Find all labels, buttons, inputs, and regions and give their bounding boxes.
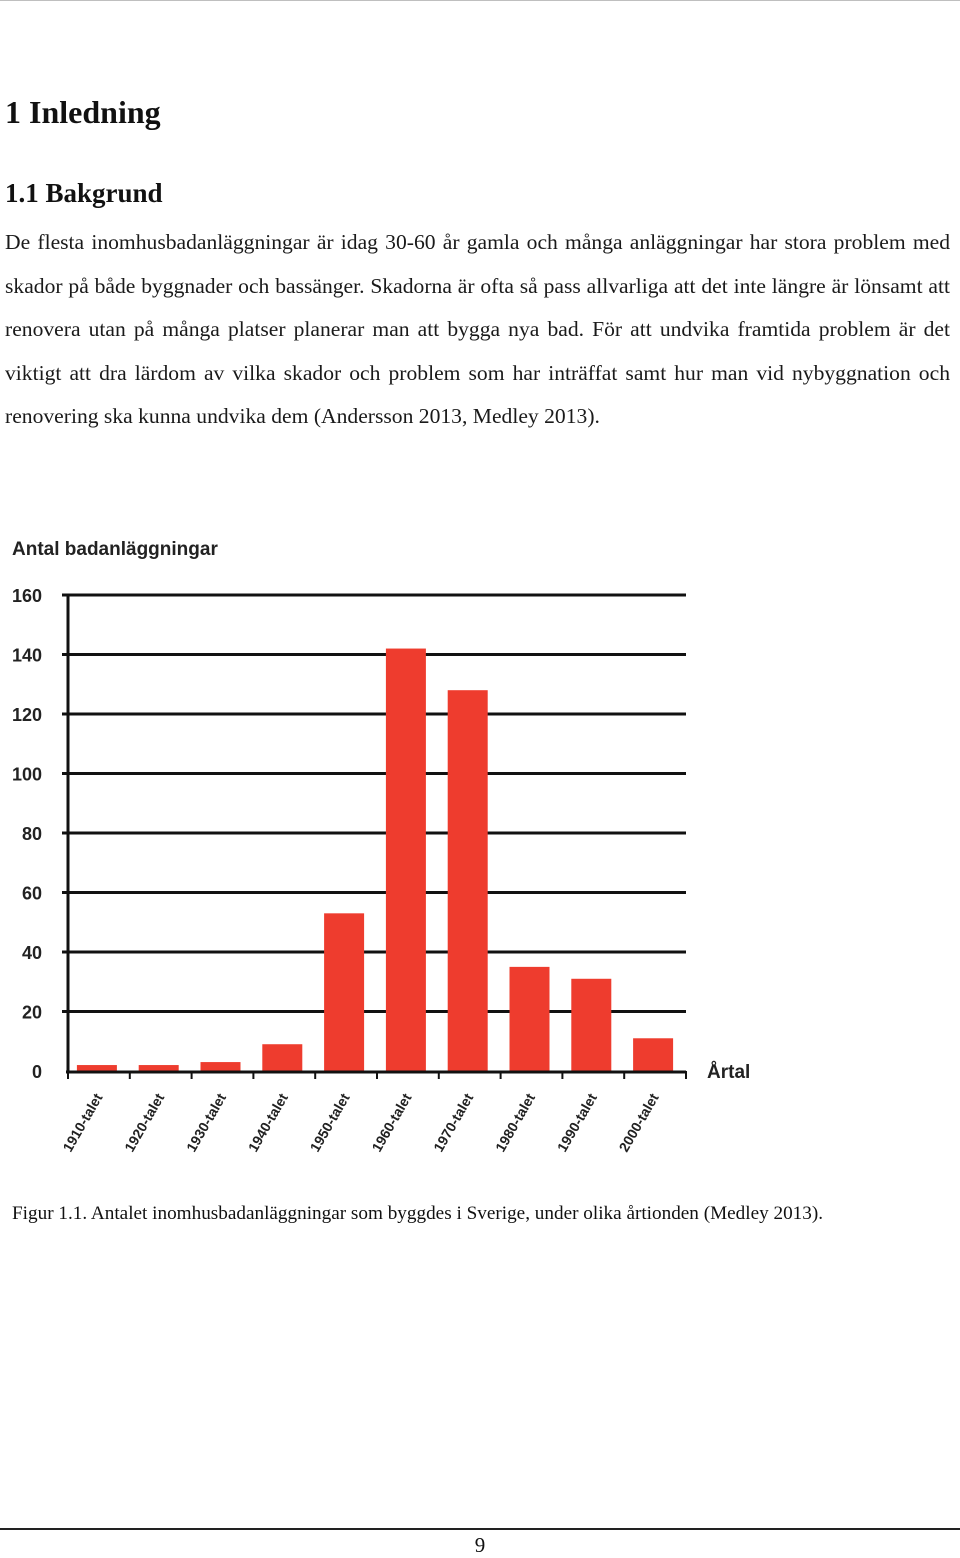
- y-tick-label: 140: [11, 645, 42, 666]
- x-tick-label: 1980-talet: [491, 1090, 539, 1155]
- y-tick-label: 20: [21, 1002, 42, 1023]
- figure-caption: Figur 1.1. Antalet inomhusbadanläggningar som byggdes i Sverige, under olika årtionden (Medley 2013).: [12, 1203, 824, 1224]
- x-tick-label: 1990-talet: [553, 1090, 600, 1155]
- y-tick-label: 120: [11, 705, 42, 725]
- x-axis-label: Årtal: [707, 1062, 751, 1083]
- y-axis-ticks: [12, 586, 42, 1082]
- bar-1920-talet: [139, 1065, 179, 1071]
- bar-1950-talet: [324, 913, 364, 1071]
- bar-1970-talet: [448, 690, 488, 1071]
- x-tick-label: 1940-talet: [244, 1090, 291, 1155]
- x-tick-label: 1960-talet: [368, 1090, 415, 1155]
- y-tick-label: 60: [21, 883, 42, 904]
- x-axis-ticks: [59, 1071, 686, 1154]
- bar-chart: [0, 525, 960, 1175]
- x-tick-label: 1910-talet: [59, 1090, 106, 1155]
- chart-title: Antal badanläggningar: [12, 539, 218, 560]
- bar-1940-talet: [262, 1044, 302, 1071]
- x-tick-label: 1970-talet: [430, 1090, 477, 1155]
- bar-1930-talet: [201, 1062, 241, 1071]
- footer-rule: [0, 1528, 960, 1530]
- y-tick-label: 40: [21, 943, 42, 963]
- y-tick-label: 100: [11, 764, 42, 785]
- y-tick-label: 80: [21, 824, 42, 844]
- chart-gridlines: [62, 595, 686, 1012]
- bar-1960-talet: [386, 649, 426, 1071]
- bar-1990-talet: [571, 979, 611, 1071]
- y-tick-label: 160: [11, 586, 42, 606]
- page-number: 9: [474, 1533, 486, 1557]
- subsection-heading: 1.1 Bakgrund: [5, 178, 163, 208]
- x-tick-label: 1930-talet: [182, 1090, 230, 1155]
- bar-2000-talet: [633, 1038, 673, 1071]
- y-tick-label: 0: [31, 1062, 42, 1082]
- bar-1910-talet: [77, 1065, 117, 1071]
- x-tick-label: 2000-talet: [615, 1090, 662, 1155]
- x-tick-label: 1950-talet: [306, 1090, 353, 1155]
- body-paragraph: De flesta inomhusbadanläggningar är idag 30-60 år gamla och många anläggningar har stora problem med skador på både byggnader och bassänger. Skadorna är ofta så pass allvarliga att det inte längre är lönsamt att renovera utan på många platser planerar man att bygga nya bad. För att undvika framtida problem är det viktigt att dra lärdom av vilka skador och problem som har inträffat samt hur man vid nybyggnation och renovering ska kunna undvika dem (Andersson 2013, Medley 2013).: [5, 230, 950, 428]
- chart-bars: [77, 649, 673, 1071]
- section-heading: 1 Inledning: [5, 94, 161, 130]
- top-rule: [0, 0, 960, 1]
- x-tick-label: 1920-talet: [121, 1090, 168, 1155]
- bar-1980-talet: [510, 967, 550, 1071]
